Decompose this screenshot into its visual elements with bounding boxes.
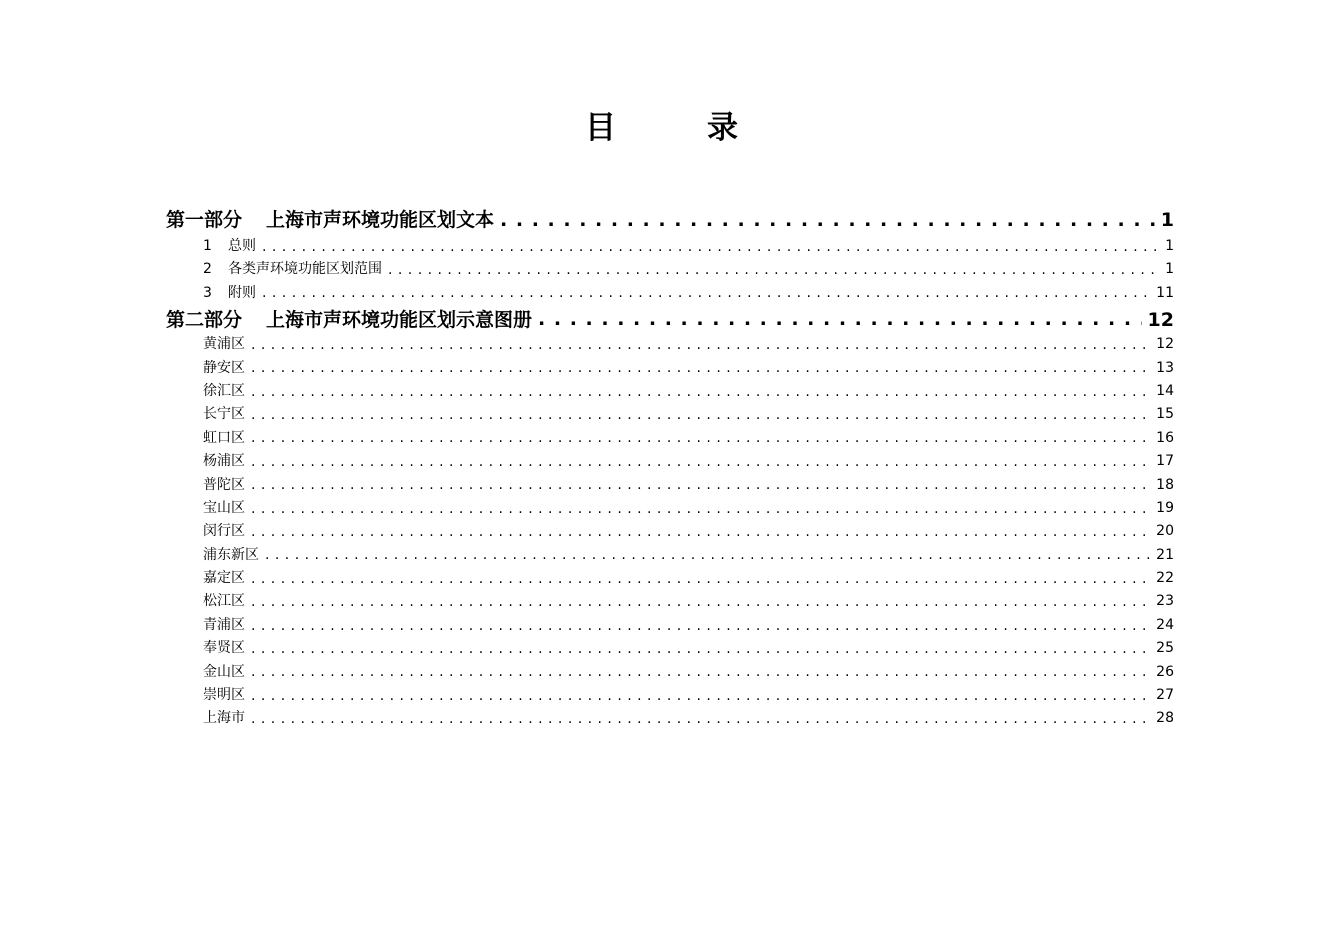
table-of-contents bbox=[166, 205, 1174, 731]
page-number: 12 bbox=[1156, 336, 1174, 353]
toc-entry[interactable] bbox=[166, 684, 1174, 707]
page-number: 22 bbox=[1156, 570, 1174, 587]
toc-entry[interactable] bbox=[166, 380, 1174, 403]
entry-title: 奉贤区 bbox=[203, 640, 245, 657]
dot-leader bbox=[251, 385, 1150, 399]
toc-entry[interactable] bbox=[166, 497, 1174, 520]
page-number: 17 bbox=[1156, 453, 1174, 470]
entry-title: 总则 bbox=[228, 238, 256, 254]
part-label: 第二部分 bbox=[166, 309, 243, 332]
toc-entry[interactable] bbox=[166, 707, 1174, 730]
entry-title: 静安区 bbox=[203, 359, 245, 376]
page-number: 27 bbox=[1156, 687, 1174, 704]
dot-leader bbox=[251, 361, 1150, 375]
toc-entry[interactable] bbox=[166, 567, 1174, 590]
page-number: 28 bbox=[1156, 710, 1174, 727]
dot-leader bbox=[388, 263, 1156, 277]
dot-leader bbox=[251, 338, 1150, 352]
toc-entry[interactable] bbox=[166, 427, 1174, 450]
entry-title: 普陀区 bbox=[203, 476, 245, 493]
dot-leader bbox=[262, 240, 1156, 254]
dot-leader bbox=[262, 286, 1150, 300]
dot-leader bbox=[251, 455, 1150, 469]
dot-leader bbox=[251, 665, 1150, 679]
dot-leader bbox=[538, 310, 1142, 329]
dot-leader bbox=[251, 572, 1150, 586]
dot-leader bbox=[251, 595, 1150, 609]
entry-title: 附则 bbox=[228, 284, 256, 301]
page-number: 1 bbox=[1165, 261, 1174, 278]
page-number: 25 bbox=[1156, 640, 1174, 657]
entry-number: 3 bbox=[203, 284, 212, 301]
entry-title: 闵行区 bbox=[203, 523, 245, 540]
dot-leader bbox=[251, 408, 1150, 422]
page-number: 18 bbox=[1156, 476, 1174, 493]
toc-entry[interactable] bbox=[166, 333, 1174, 356]
entry-title: 虹口区 bbox=[203, 429, 245, 446]
page-number: 12 bbox=[1147, 309, 1174, 332]
part-title: 上海市声环境功能区划文本 bbox=[266, 209, 495, 231]
toc-entry[interactable] bbox=[166, 614, 1174, 637]
dot-leader bbox=[251, 642, 1150, 656]
part-label: 第一部分 bbox=[166, 209, 243, 231]
entry-title: 青浦区 bbox=[203, 616, 245, 633]
page-number: 26 bbox=[1156, 663, 1174, 680]
dot-leader bbox=[251, 712, 1150, 726]
dot-leader bbox=[251, 478, 1150, 492]
entry-title: 嘉定区 bbox=[203, 570, 245, 587]
dot-leader bbox=[251, 525, 1150, 539]
entry-title: 金山区 bbox=[203, 663, 245, 680]
toc-entry[interactable] bbox=[166, 450, 1174, 473]
toc-part-1[interactable] bbox=[166, 205, 1174, 235]
page-number: 15 bbox=[1156, 406, 1174, 423]
page-number: 13 bbox=[1156, 359, 1174, 376]
toc-entry[interactable] bbox=[166, 403, 1174, 426]
page-number: 20 bbox=[1156, 523, 1174, 540]
page-number: 1 bbox=[1165, 238, 1174, 254]
entry-title: 宝山区 bbox=[203, 499, 245, 516]
dot-leader bbox=[251, 619, 1150, 633]
toc-entry[interactable] bbox=[166, 661, 1174, 684]
toc-entry[interactable] bbox=[166, 357, 1174, 380]
toc-entry[interactable] bbox=[166, 544, 1174, 567]
toc-entry[interactable] bbox=[166, 258, 1174, 281]
entry-title: 徐汇区 bbox=[203, 382, 245, 399]
toc-entry[interactable] bbox=[166, 637, 1174, 660]
dot-leader bbox=[251, 689, 1150, 703]
entry-title: 上海市 bbox=[203, 710, 245, 727]
toc-part-2[interactable] bbox=[166, 305, 1174, 333]
page-number: 1 bbox=[1160, 209, 1174, 231]
entry-title: 各类声环境功能区划范围 bbox=[228, 261, 382, 278]
page-number: 23 bbox=[1156, 593, 1174, 610]
entry-title: 长宁区 bbox=[203, 406, 245, 423]
toc-entry[interactable] bbox=[166, 590, 1174, 613]
dot-leader bbox=[251, 431, 1150, 445]
dot-leader bbox=[500, 211, 1155, 230]
dot-leader bbox=[251, 502, 1150, 516]
page-title: 目 录 bbox=[585, 110, 768, 146]
toc-entry[interactable] bbox=[166, 520, 1174, 543]
page-number: 16 bbox=[1156, 429, 1174, 446]
page-number: 21 bbox=[1156, 546, 1174, 563]
page-number: 14 bbox=[1156, 382, 1174, 399]
entry-number: 1 bbox=[203, 238, 212, 254]
page-number: 11 bbox=[1156, 284, 1174, 301]
toc-entry[interactable] bbox=[166, 282, 1174, 305]
entry-number: 2 bbox=[203, 261, 212, 278]
toc-entry[interactable] bbox=[166, 235, 1174, 258]
page-number: 24 bbox=[1156, 616, 1174, 633]
entry-title: 黄浦区 bbox=[203, 336, 245, 353]
entry-title: 浦东新区 bbox=[203, 546, 259, 563]
page-number: 19 bbox=[1156, 499, 1174, 516]
entry-title: 崇明区 bbox=[203, 687, 245, 704]
entry-title: 松江区 bbox=[203, 593, 245, 610]
entry-title: 杨浦区 bbox=[203, 453, 245, 470]
part-title: 上海市声环境功能区划示意图册 bbox=[266, 309, 533, 332]
toc-entry[interactable] bbox=[166, 474, 1174, 497]
dot-leader bbox=[265, 548, 1150, 562]
